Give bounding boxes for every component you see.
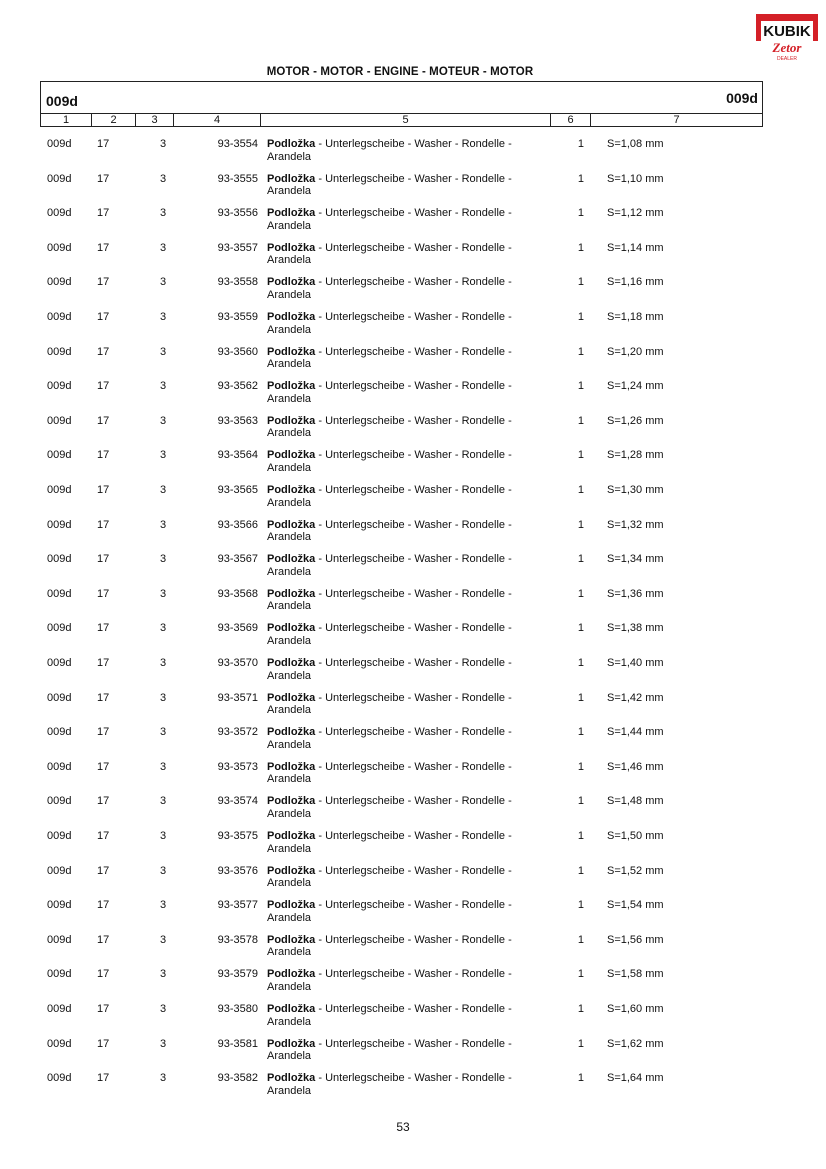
description-translations: - Unterlegscheibe - Washer - Rondelle - Arandela bbox=[267, 864, 512, 890]
table-row bbox=[40, 1000, 780, 1032]
description-name: Podložka bbox=[267, 241, 316, 254]
quantity-cell: 1 bbox=[577, 449, 584, 462]
description-name: Podložka bbox=[267, 172, 316, 185]
position-cell: 009d bbox=[47, 207, 72, 220]
description-cell bbox=[267, 899, 537, 924]
part-number-cell: 93-3557 bbox=[217, 241, 258, 254]
position-cell: 009d bbox=[47, 1072, 72, 1085]
note-cell: S=1,26 mm bbox=[607, 414, 664, 427]
description-translations: - Unterlegscheibe - Washer - Rondelle - Arandela bbox=[267, 380, 512, 405]
subgroup-cell: 3 bbox=[160, 380, 167, 393]
table-row bbox=[40, 619, 780, 651]
position-cell: 009d bbox=[47, 518, 72, 531]
table-row bbox=[40, 135, 780, 167]
table-row bbox=[40, 896, 780, 928]
group-cell: 17 bbox=[97, 587, 110, 600]
part-number-cell: 93-3581 bbox=[217, 1037, 258, 1050]
table-row bbox=[40, 1035, 780, 1067]
description-cell bbox=[267, 657, 537, 682]
note-cell: S=1,46 mm bbox=[607, 760, 664, 773]
description-name: Podložka bbox=[267, 138, 316, 150]
description-cell bbox=[267, 1072, 537, 1097]
part-number-cell: 93-3568 bbox=[217, 587, 258, 600]
description-translations: - Unterlegscheibe - Washer - Rondelle - Arandela bbox=[267, 241, 512, 267]
description-name: Podložka bbox=[267, 414, 316, 427]
group-cell: 17 bbox=[97, 795, 110, 808]
note-cell: S=1,42 mm bbox=[607, 691, 664, 704]
note-cell: S=1,24 mm bbox=[607, 380, 664, 393]
table-row bbox=[40, 862, 780, 894]
subgroup-cell: 3 bbox=[160, 553, 167, 566]
description-translations: - Unterlegscheibe - Washer - Rondelle - Arandela bbox=[267, 899, 512, 924]
position-cell: 009d bbox=[47, 553, 72, 566]
part-number-cell: 93-3573 bbox=[217, 760, 258, 773]
subgroup-cell: 3 bbox=[160, 830, 167, 842]
quantity-cell: 1 bbox=[577, 1072, 584, 1085]
position-cell: 009d bbox=[47, 484, 72, 496]
quantity-cell: 1 bbox=[577, 172, 584, 185]
part-number-cell: 93-3578 bbox=[217, 933, 258, 946]
note-cell: S=1,20 mm bbox=[607, 345, 664, 358]
part-number-cell: 93-3566 bbox=[217, 518, 258, 531]
group-cell: 17 bbox=[97, 241, 110, 254]
note-cell: S=1,40 mm bbox=[607, 657, 664, 669]
position-cell: 009d bbox=[47, 622, 72, 635]
subgroup-cell: 3 bbox=[160, 276, 167, 289]
subgroup-cell: 3 bbox=[160, 172, 167, 185]
description-translations: - Unterlegscheibe - Washer - Rondelle - Arandela bbox=[267, 968, 512, 993]
description-cell bbox=[267, 207, 537, 232]
description-cell bbox=[267, 553, 537, 578]
note-cell: S=1,38 mm bbox=[607, 622, 664, 635]
position-cell: 009d bbox=[47, 449, 72, 462]
position-cell: 009d bbox=[47, 933, 72, 946]
position-cell: 009d bbox=[47, 1037, 72, 1050]
table-row bbox=[40, 792, 780, 824]
section-code-left: 009d bbox=[46, 93, 78, 109]
description-translations: - Unterlegscheibe - Washer - Rondelle - Arandela bbox=[267, 414, 512, 440]
quantity-cell: 1 bbox=[577, 518, 584, 531]
quantity-cell: 1 bbox=[577, 276, 584, 289]
table-row bbox=[40, 273, 780, 305]
part-number-cell: 93-3579 bbox=[217, 968, 258, 981]
part-number-cell: 93-3565 bbox=[217, 484, 258, 496]
position-cell: 009d bbox=[47, 138, 72, 150]
position-cell: 009d bbox=[47, 899, 72, 912]
description-translations: - Unterlegscheibe - Washer - Rondelle - Arandela bbox=[267, 518, 512, 544]
position-cell: 009d bbox=[47, 968, 72, 981]
position-cell: 009d bbox=[47, 864, 72, 877]
quantity-cell: 1 bbox=[577, 207, 584, 220]
subgroup-cell: 3 bbox=[160, 691, 167, 704]
subgroup-cell: 3 bbox=[160, 657, 167, 669]
quantity-cell: 1 bbox=[577, 380, 584, 393]
description-name: Podložka bbox=[267, 657, 316, 669]
part-number-cell: 93-3569 bbox=[217, 622, 258, 635]
description-translations: - Unterlegscheibe - Washer - Rondelle - Arandela bbox=[267, 795, 512, 820]
description-cell bbox=[267, 1003, 537, 1028]
description-translations: - Unterlegscheibe - Washer - Rondelle - Arandela bbox=[267, 1072, 512, 1097]
description-translations: - Unterlegscheibe - Washer - Rondelle - Arandela bbox=[267, 484, 512, 509]
quantity-cell: 1 bbox=[577, 138, 584, 150]
table-header bbox=[40, 81, 763, 127]
part-number-cell: 93-3559 bbox=[217, 311, 258, 323]
description-translations: - Unterlegscheibe - Washer - Rondelle - Arandela bbox=[267, 726, 512, 751]
quantity-cell: 1 bbox=[577, 345, 584, 358]
description-name: Podložka bbox=[267, 760, 316, 773]
part-number-cell: 93-3558 bbox=[217, 276, 258, 289]
note-cell: S=1,18 mm bbox=[607, 311, 664, 323]
description-name: Podložka bbox=[267, 899, 316, 912]
description-translations: - Unterlegscheibe - Washer - Rondelle - Arandela bbox=[267, 691, 512, 717]
group-cell: 17 bbox=[97, 899, 110, 912]
description-cell bbox=[267, 449, 537, 474]
group-cell: 17 bbox=[97, 276, 110, 289]
quantity-cell: 1 bbox=[577, 1037, 584, 1050]
note-cell: S=1,44 mm bbox=[607, 726, 664, 739]
subgroup-cell: 3 bbox=[160, 311, 167, 323]
description-name: Podložka bbox=[267, 380, 316, 393]
subgroup-cell: 3 bbox=[160, 518, 167, 531]
quantity-cell: 1 bbox=[577, 657, 584, 669]
document-title: MOTOR - MOTOR - ENGINE - MOTEUR - MOTOR bbox=[266, 66, 534, 78]
part-number-cell: 93-3575 bbox=[217, 830, 258, 842]
description-name: Podložka bbox=[267, 518, 316, 531]
description-cell bbox=[267, 795, 537, 820]
part-number-cell: 93-3554 bbox=[217, 138, 258, 150]
subgroup-cell: 3 bbox=[160, 968, 167, 981]
description-translations: - Unterlegscheibe - Washer - Rondelle - Arandela bbox=[267, 449, 512, 474]
column-header-2: 2 bbox=[91, 114, 135, 127]
description-name: Podložka bbox=[267, 691, 316, 704]
description-cell bbox=[267, 1038, 537, 1063]
description-cell bbox=[267, 346, 537, 371]
description-name: Podložka bbox=[267, 933, 316, 946]
note-cell: S=1,56 mm bbox=[607, 933, 664, 946]
part-number-cell: 93-3582 bbox=[217, 1072, 258, 1085]
subgroup-cell: 3 bbox=[160, 726, 167, 739]
group-cell: 17 bbox=[97, 138, 110, 150]
position-cell: 009d bbox=[47, 311, 72, 323]
table-row bbox=[40, 446, 780, 478]
table-row bbox=[40, 689, 780, 721]
description-name: Podložka bbox=[267, 1037, 316, 1050]
description-translations: - Unterlegscheibe - Washer - Rondelle - Arandela bbox=[267, 622, 512, 647]
column-header-4: 4 bbox=[173, 114, 260, 127]
group-cell: 17 bbox=[97, 1003, 110, 1015]
column-header-5: 5 bbox=[260, 114, 550, 127]
description-translations: - Unterlegscheibe - Washer - Rondelle - Arandela bbox=[267, 138, 512, 163]
subgroup-cell: 3 bbox=[160, 587, 167, 600]
group-cell: 17 bbox=[97, 691, 110, 704]
position-cell: 009d bbox=[47, 657, 72, 669]
group-cell: 17 bbox=[97, 1072, 110, 1085]
section-code-right: 009d bbox=[726, 90, 758, 106]
logo-tag: DEALER bbox=[776, 56, 798, 62]
position-cell: 009d bbox=[47, 795, 72, 808]
quantity-cell: 1 bbox=[577, 726, 584, 739]
description-cell bbox=[267, 726, 537, 751]
description-name: Podložka bbox=[267, 1072, 316, 1085]
note-cell: S=1,60 mm bbox=[607, 1003, 664, 1015]
logo-brand: KUBIK bbox=[763, 23, 811, 40]
table-row bbox=[40, 170, 780, 202]
table-row bbox=[40, 412, 780, 444]
description-name: Podložka bbox=[267, 553, 316, 566]
subgroup-cell: 3 bbox=[160, 241, 167, 254]
quantity-cell: 1 bbox=[577, 484, 584, 496]
kubik-zetor-logo bbox=[756, 14, 818, 62]
position-cell: 009d bbox=[47, 1003, 72, 1015]
table-row bbox=[40, 343, 780, 375]
quantity-cell: 1 bbox=[577, 968, 584, 981]
quantity-cell: 1 bbox=[577, 622, 584, 635]
position-cell: 009d bbox=[47, 760, 72, 773]
group-cell: 17 bbox=[97, 1037, 110, 1050]
part-number-cell: 93-3571 bbox=[217, 691, 258, 704]
subgroup-cell: 3 bbox=[160, 449, 167, 462]
part-number-cell: 93-3555 bbox=[217, 172, 258, 185]
table-row bbox=[40, 481, 780, 513]
part-number-cell: 93-3570 bbox=[217, 657, 258, 669]
quantity-cell: 1 bbox=[577, 1003, 584, 1015]
description-translations: - Unterlegscheibe - Washer - Rondelle - Arandela bbox=[267, 345, 512, 371]
group-cell: 17 bbox=[97, 726, 110, 739]
subgroup-cell: 3 bbox=[160, 899, 167, 912]
group-cell: 17 bbox=[97, 414, 110, 427]
group-cell: 17 bbox=[97, 207, 110, 220]
part-number-cell: 93-3577 bbox=[217, 899, 258, 912]
quantity-cell: 1 bbox=[577, 830, 584, 842]
note-cell: S=1,48 mm bbox=[607, 795, 664, 808]
description-cell bbox=[267, 242, 537, 267]
table-row bbox=[40, 239, 780, 271]
subgroup-cell: 3 bbox=[160, 207, 167, 220]
part-number-cell: 93-3574 bbox=[217, 795, 258, 808]
table-row bbox=[40, 516, 780, 548]
description-cell bbox=[267, 934, 537, 959]
subgroup-cell: 3 bbox=[160, 345, 167, 358]
group-cell: 17 bbox=[97, 657, 110, 669]
table-row bbox=[40, 1069, 780, 1101]
position-cell: 009d bbox=[47, 414, 72, 427]
group-cell: 17 bbox=[97, 760, 110, 773]
subgroup-cell: 3 bbox=[160, 622, 167, 635]
note-cell: S=1,36 mm bbox=[607, 587, 664, 600]
description-translations: - Unterlegscheibe - Washer - Rondelle - Arandela bbox=[267, 1037, 512, 1063]
part-number-cell: 93-3580 bbox=[217, 1003, 258, 1015]
group-cell: 17 bbox=[97, 380, 110, 393]
description-name: Podložka bbox=[267, 345, 316, 358]
description-translations: - Unterlegscheibe - Washer - Rondelle - Arandela bbox=[267, 830, 512, 855]
subgroup-cell: 3 bbox=[160, 484, 167, 496]
description-translations: - Unterlegscheibe - Washer - Rondelle - Arandela bbox=[267, 172, 512, 198]
quantity-cell: 1 bbox=[577, 760, 584, 773]
group-cell: 17 bbox=[97, 933, 110, 946]
description-translations: - Unterlegscheibe - Washer - Rondelle - Arandela bbox=[267, 933, 512, 959]
note-cell: S=1,28 mm bbox=[607, 449, 664, 462]
group-cell: 17 bbox=[97, 864, 110, 877]
note-cell: S=1,58 mm bbox=[607, 968, 664, 981]
position-cell: 009d bbox=[47, 587, 72, 600]
description-cell bbox=[267, 830, 537, 855]
logo-sub: Zetor bbox=[772, 40, 802, 55]
note-cell: S=1,12 mm bbox=[607, 207, 664, 220]
quantity-cell: 1 bbox=[577, 587, 584, 600]
subgroup-cell: 3 bbox=[160, 760, 167, 773]
group-cell: 17 bbox=[97, 484, 110, 496]
description-name: Podložka bbox=[267, 587, 316, 600]
description-name: Podložka bbox=[267, 795, 316, 808]
note-cell: S=1,16 mm bbox=[607, 276, 664, 289]
description-cell bbox=[267, 276, 537, 301]
description-translations: - Unterlegscheibe - Washer - Rondelle - Arandela bbox=[267, 207, 512, 232]
note-cell: S=1,64 mm bbox=[607, 1072, 664, 1085]
table-row bbox=[40, 827, 780, 859]
description-translations: - Unterlegscheibe - Washer - Rondelle - Arandela bbox=[267, 657, 512, 682]
subgroup-cell: 3 bbox=[160, 138, 167, 150]
description-cell bbox=[267, 311, 537, 336]
part-number-cell: 93-3560 bbox=[217, 345, 258, 358]
table-row bbox=[40, 377, 780, 409]
description-name: Podložka bbox=[267, 726, 316, 739]
description-cell bbox=[267, 380, 537, 405]
description-cell bbox=[267, 484, 537, 509]
quantity-cell: 1 bbox=[577, 414, 584, 427]
description-name: Podložka bbox=[267, 207, 316, 220]
table-row bbox=[40, 308, 780, 340]
quantity-cell: 1 bbox=[577, 933, 584, 946]
description-cell bbox=[267, 622, 537, 647]
group-cell: 17 bbox=[97, 518, 110, 531]
subgroup-cell: 3 bbox=[160, 933, 167, 946]
column-header-row bbox=[41, 113, 762, 127]
description-cell bbox=[267, 138, 537, 163]
part-number-cell: 93-3562 bbox=[217, 380, 258, 393]
table-row bbox=[40, 758, 780, 790]
description-name: Podložka bbox=[267, 484, 316, 496]
part-number-cell: 93-3564 bbox=[217, 449, 258, 462]
quantity-cell: 1 bbox=[577, 864, 584, 877]
note-cell: S=1,50 mm bbox=[607, 830, 664, 842]
description-cell bbox=[267, 865, 537, 890]
group-cell: 17 bbox=[97, 968, 110, 981]
quantity-cell: 1 bbox=[577, 795, 584, 808]
position-cell: 009d bbox=[47, 276, 72, 289]
description-name: Podložka bbox=[267, 968, 316, 981]
quantity-cell: 1 bbox=[577, 311, 584, 323]
note-cell: S=1,34 mm bbox=[607, 553, 664, 566]
description-cell bbox=[267, 968, 537, 993]
group-cell: 17 bbox=[97, 449, 110, 462]
note-cell: S=1,62 mm bbox=[607, 1037, 664, 1050]
description-cell bbox=[267, 692, 537, 717]
note-cell: S=1,52 mm bbox=[607, 864, 664, 877]
table-row bbox=[40, 585, 780, 617]
position-cell: 009d bbox=[47, 241, 72, 254]
description-cell bbox=[267, 761, 537, 786]
quantity-cell: 1 bbox=[577, 553, 584, 566]
column-header-1: 1 bbox=[62, 114, 70, 126]
part-number-cell: 93-3567 bbox=[217, 553, 258, 566]
subgroup-cell: 3 bbox=[160, 1072, 167, 1085]
description-name: Podložka bbox=[267, 864, 316, 877]
note-cell: S=1,54 mm bbox=[607, 899, 664, 912]
column-header-3: 3 bbox=[135, 114, 173, 127]
description-translations: - Unterlegscheibe - Washer - Rondelle - Arandela bbox=[267, 553, 512, 578]
table-row bbox=[40, 204, 780, 236]
quantity-cell: 1 bbox=[577, 241, 584, 254]
group-cell: 17 bbox=[97, 553, 110, 566]
note-cell: S=1,30 mm bbox=[607, 484, 664, 496]
description-name: Podložka bbox=[267, 449, 316, 462]
group-cell: 17 bbox=[97, 172, 110, 185]
column-header-7: 7 bbox=[590, 114, 762, 127]
description-cell bbox=[267, 415, 537, 440]
part-number-cell: 93-3563 bbox=[217, 414, 258, 427]
position-cell: 009d bbox=[47, 726, 72, 739]
note-cell: S=1,08 mm bbox=[607, 138, 664, 150]
description-translations: - Unterlegscheibe - Washer - Rondelle - Arandela bbox=[267, 311, 512, 336]
description-name: Podložka bbox=[267, 311, 316, 323]
column-header-6: 6 bbox=[550, 114, 590, 127]
group-cell: 17 bbox=[97, 830, 110, 842]
part-number-cell: 93-3572 bbox=[217, 726, 258, 739]
note-cell: S=1,10 mm bbox=[607, 172, 664, 185]
description-translations: - Unterlegscheibe - Washer - Rondelle - Arandela bbox=[267, 760, 512, 786]
description-name: Podložka bbox=[267, 1003, 316, 1015]
subgroup-cell: 3 bbox=[160, 1003, 167, 1015]
subgroup-cell: 3 bbox=[160, 864, 167, 877]
position-cell: 009d bbox=[47, 830, 72, 842]
table-row bbox=[40, 965, 780, 997]
table-row bbox=[40, 550, 780, 582]
description-name: Podložka bbox=[267, 830, 316, 842]
note-cell: S=1,32 mm bbox=[607, 518, 664, 531]
quantity-cell: 1 bbox=[577, 899, 584, 912]
part-number-cell: 93-3556 bbox=[217, 207, 258, 220]
subgroup-cell: 3 bbox=[160, 414, 167, 427]
description-cell bbox=[267, 519, 537, 544]
position-cell: 009d bbox=[47, 172, 72, 185]
table-row bbox=[40, 654, 780, 686]
group-cell: 17 bbox=[97, 311, 110, 323]
table-row bbox=[40, 931, 780, 963]
description-translations: - Unterlegscheibe - Washer - Rondelle - Arandela bbox=[267, 1003, 512, 1028]
description-cell bbox=[267, 173, 537, 198]
quantity-cell: 1 bbox=[577, 691, 584, 704]
description-cell bbox=[267, 588, 537, 613]
position-cell: 009d bbox=[47, 380, 72, 393]
group-cell: 17 bbox=[97, 345, 110, 358]
position-cell: 009d bbox=[47, 345, 72, 358]
description-translations: - Unterlegscheibe - Washer - Rondelle - Arandela bbox=[267, 276, 512, 301]
table-row bbox=[40, 723, 780, 755]
subgroup-cell: 3 bbox=[160, 795, 167, 808]
page-number: 53 bbox=[396, 1120, 410, 1134]
group-cell: 17 bbox=[97, 622, 110, 635]
description-name: Podložka bbox=[267, 622, 316, 635]
subgroup-cell: 3 bbox=[160, 1037, 167, 1050]
description-name: Podložka bbox=[267, 276, 316, 289]
position-cell: 009d bbox=[47, 691, 72, 704]
part-number-cell: 93-3576 bbox=[217, 864, 258, 877]
note-cell: S=1,14 mm bbox=[607, 241, 664, 254]
description-translations: - Unterlegscheibe - Washer - Rondelle - Arandela bbox=[267, 587, 512, 613]
